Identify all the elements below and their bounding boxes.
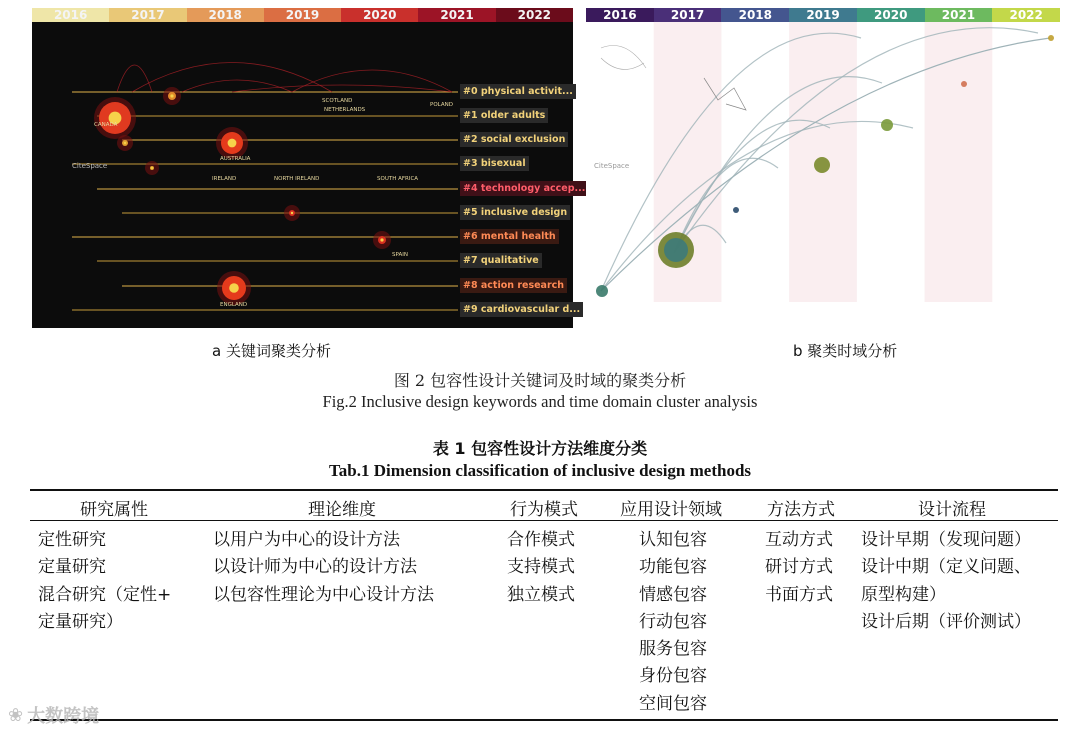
timezone-node-4: [596, 285, 608, 297]
col1-cell: 定性研究: [38, 530, 106, 550]
node-label-1: AUSTRALIA: [220, 156, 251, 162]
col1-cell: 定量研究）: [38, 611, 123, 632]
column-research-attribute: [38, 527, 171, 636]
watermark-logo-icon: ❀: [8, 704, 24, 726]
column-design-process: [861, 527, 1031, 636]
fig-b-year-2021: 2021: [925, 8, 993, 22]
timezone-node-2: [814, 157, 830, 173]
cluster-label-6: #6 mental health: [460, 229, 559, 244]
figure-title-cn: 图 2 包容性设计关键词及时域的聚类分析: [393, 371, 687, 390]
fig-a-year-2016: 2016: [32, 8, 109, 22]
column-theory-dimension: [213, 527, 434, 609]
col1-cell: 混合研究（定性+: [38, 584, 172, 605]
col1-cell: 定量研究: [38, 557, 106, 578]
node-label-7: ENGLAND: [220, 302, 248, 308]
panel-a-caption: a 关键词聚类分析: [212, 342, 331, 360]
col5-cell: 书面方式: [765, 584, 833, 605]
column-application-domain: [639, 527, 707, 718]
header-design-process: 设计流程: [918, 500, 986, 520]
col3-cell: 支持模式: [507, 557, 575, 578]
fig-b-year-2019: 2019: [789, 8, 857, 22]
fig-b-year-2018: 2018: [721, 8, 789, 22]
cluster-arc-0: [117, 65, 152, 92]
header-theory-dimension: 理论维度: [308, 500, 376, 520]
node-core-2: [229, 283, 239, 293]
cluster-label-5: #5 inclusive design: [460, 205, 570, 220]
node-core-1: [228, 139, 237, 148]
timezone-arc-5: [601, 121, 913, 291]
col4-cell: 功能包容: [639, 557, 707, 578]
figure-title-en: Fig.2 Inclusive design keywords and time domain cluster analysis: [322, 392, 758, 411]
timezone-node-3: [881, 119, 893, 131]
col3-cell: 独立模式: [507, 584, 575, 605]
node-label-8: SPAIN: [392, 252, 408, 258]
fig-a-year-2019: 2019: [264, 8, 341, 22]
citespace-logo: CiteSpace: [594, 162, 630, 170]
fig-a-year-2017: 2017: [109, 8, 186, 22]
node-label-4: IRELAND: [212, 176, 237, 182]
node-label-5: NORTH IRELAND: [274, 176, 320, 182]
cluster-arc-4: [232, 85, 452, 92]
cluster-label-8: #8 action research: [460, 278, 567, 293]
node-core-3: [170, 94, 173, 97]
fig-b-year-2022: 2022: [992, 8, 1060, 22]
node-core-7: [151, 167, 153, 169]
cluster-label-2: #2 social exclusion: [460, 132, 568, 147]
node-label-2: SCOTLAND: [322, 98, 353, 104]
timezone-node-1: [664, 238, 688, 262]
timezone-network-graphic: [586, 8, 1060, 302]
cluster-label-1: #1 older adults: [460, 108, 548, 123]
col4-cell: 认知包容: [639, 530, 707, 550]
watermark-text: 大数跨境: [27, 706, 100, 727]
cluster-label-4: #4 technology accep...: [460, 181, 588, 196]
timezone-cluster-figure: [586, 8, 1060, 302]
table-title-en: Tab.1 Dimension classification of inclusive design methods: [328, 461, 752, 480]
fig-b-year-2017: 2017: [654, 8, 722, 22]
col5-cell: 研讨方式: [765, 557, 833, 578]
col4-cell: 身份包容: [639, 666, 707, 687]
timezone-node-7: [961, 81, 967, 87]
watermark: [8, 702, 99, 728]
node-label-0: CANADA: [94, 122, 118, 128]
timezone-cluster-sketch-2: [601, 46, 646, 70]
col6-cell: 设计后期（评价测试）: [861, 611, 1031, 632]
cluster-label-7: #7 qualitative: [460, 253, 542, 268]
col4-cell: 行动包容: [639, 611, 707, 632]
cluster-label-9: #9 cardiovascular d...: [460, 302, 583, 317]
node-core-4: [291, 212, 293, 214]
fig-b-year-2016: 2016: [586, 8, 654, 22]
fig-b-year-2020: 2020: [857, 8, 925, 22]
cluster-label-0: #0 physical activit...: [460, 84, 576, 99]
col3-cell: 合作模式: [507, 530, 575, 550]
column-method-mode: [765, 527, 833, 609]
cluster-arc-1: [182, 80, 292, 92]
table-title-cn: 表 1 包容性设计方法维度分类: [432, 439, 648, 458]
timezone-band-5: [925, 22, 993, 302]
column-behavior-mode: [507, 527, 575, 609]
col5-cell: 互动方式: [765, 530, 833, 550]
node-label-10: CiteSpace: [72, 162, 108, 170]
col4-cell: 情感包容: [639, 584, 707, 605]
cluster-label-3: #3 bisexual: [460, 156, 529, 171]
col6-cell: 原型构建）: [861, 584, 946, 605]
fig-a-year-2020: 2020: [341, 8, 418, 22]
panel-b-caption: b 聚类时域分析: [793, 342, 898, 360]
header-research-attribute: 研究属性: [80, 500, 148, 520]
col6-cell: 设计中期（定义问题、: [861, 557, 1031, 578]
fig-a-year-2021: 2021: [418, 8, 495, 22]
header-behavior-mode: 行为模式: [510, 500, 578, 520]
timezone-node-5: [733, 207, 739, 213]
methods-table: [30, 489, 1058, 721]
node-core-6: [124, 142, 126, 144]
node-label-6: SOUTH AFRICA: [377, 176, 419, 182]
keyword-cluster-figure: [32, 8, 586, 328]
col4-cell: 空间包容: [639, 693, 707, 714]
table-header-row: [30, 491, 1058, 521]
col6-cell: 设计早期（发现问题）: [861, 530, 1031, 550]
col2-cell: 以用户为中心的设计方法: [213, 530, 400, 550]
header-application-domain: 应用设计领域: [620, 500, 722, 520]
col4-cell: 服务包容: [639, 639, 707, 660]
timezone-node-6: [1048, 35, 1054, 41]
node-label-3: NETHERLANDS: [324, 107, 366, 113]
header-method-mode: 方法方式: [767, 500, 835, 520]
col2-cell: 以设计师为中心的设计方法: [213, 557, 417, 578]
node-core-5: [380, 238, 383, 241]
cluster-arc-2: [292, 70, 452, 92]
col2-cell: 以包容性理论为中心设计方法: [213, 584, 434, 605]
cluster-arc-3: [132, 63, 332, 93]
fig-a-year-2018: 2018: [187, 8, 264, 22]
node-label-9: POLAND: [430, 102, 453, 108]
fig-a-year-2022: 2022: [496, 8, 573, 22]
